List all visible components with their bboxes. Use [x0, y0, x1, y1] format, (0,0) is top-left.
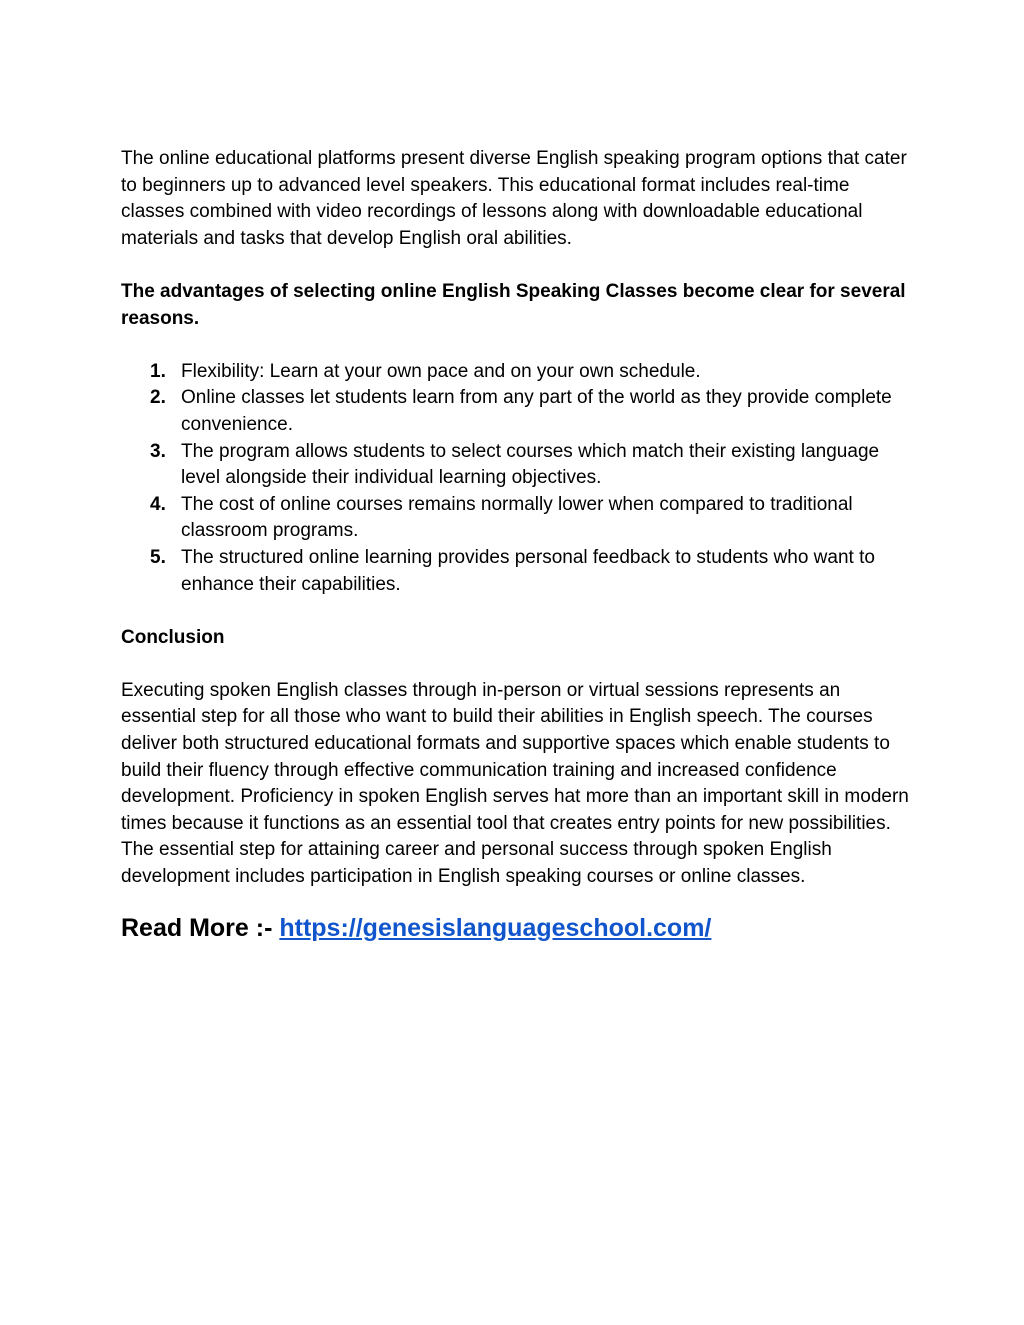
list-item-number: 1. [150, 360, 166, 382]
read-more [121, 911, 911, 945]
read-more-label: Read More :- [121, 913, 280, 942]
conclusion-paragraph: Executing spoken English classes through in-person or virtual sessions represents an essential step for all those who want to build their abilities in English speech. The courses deliver both structured educational formats and supportive spaces which enable students to build their fluency through effective communication training and increased confidence development. Proficiency in spoken English serves hat more than an important skill in modern times because it functions as an essential tool that creates entry points for new possibilities. The essential step for attaining career and personal success through spoken English development includes participation in English speaking courses or online classes. [121, 679, 909, 888]
list-item-number: 2. [150, 387, 166, 409]
website-link[interactable]: https://genesislanguageschool.com/ [279, 913, 712, 942]
conclusion-heading: Conclusion [121, 626, 225, 648]
list-item-text: Flexibility: Learn at your own pace and on your own schedule. [181, 360, 701, 382]
list-item-text: The structured online learning provides personal feedback to students who want to enhance their capabilities. [181, 546, 875, 595]
list-item [121, 359, 911, 386]
list-item-number: 4. [150, 493, 166, 515]
list-item-number: 5. [150, 546, 166, 568]
list-item-text: Online classes let students learn from any part of the world as they provide complete convenience. [181, 387, 892, 435]
advantages-heading: The advantages of selecting online English Speaking Classes become clear for several reasons. [121, 280, 906, 329]
document-page [121, 146, 911, 945]
list-item-number: 3. [150, 440, 166, 462]
list-item [121, 385, 911, 438]
list-item [121, 439, 911, 492]
advantages-list [121, 359, 911, 598]
list-item-text: The program allows students to select courses which match their existing language level alongside their individual learning objectives. [181, 440, 880, 489]
list-item [121, 492, 911, 545]
intro-paragraph: The online educational platforms present diverse English speaking program options that cater to beginners up to advanced level speakers. This educational format includes real-time classes combined with video recordings of lessons along with downloadable educational materials and tasks that develop English oral abilities. [121, 148, 907, 249]
list-item [121, 545, 911, 598]
list-item-text: The cost of online courses remains normally lower when compared to traditional classroom programs. [181, 493, 853, 542]
